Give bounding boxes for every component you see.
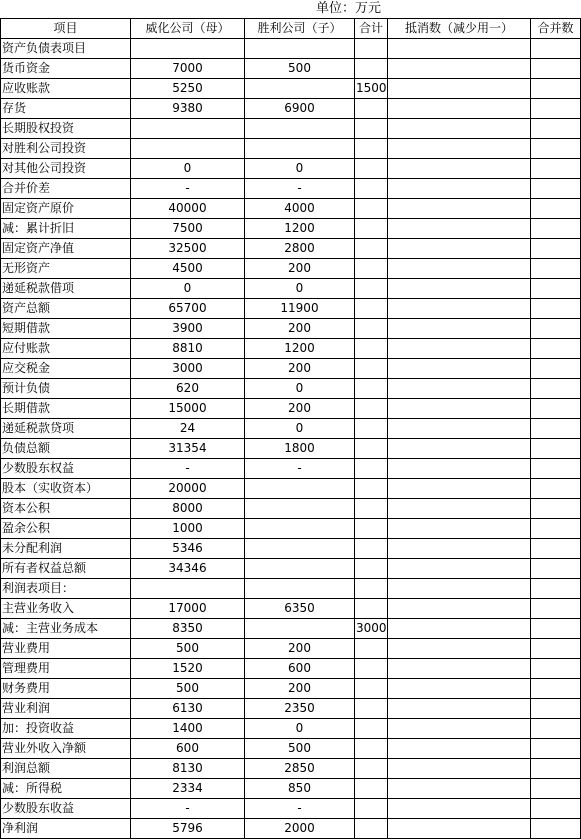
elimination-cell [388,379,531,399]
subsidiary-value-cell: 600 [245,659,355,679]
parent-value-cell [131,139,245,159]
consolidated-cell [531,79,581,99]
subsidiary-value-cell: 200 [245,679,355,699]
total-cell [355,119,388,139]
consolidated-cell [531,379,581,399]
subsidiary-value-cell: 500 [245,739,355,759]
elimination-cell [388,479,531,499]
header-item: 项目 [1,19,131,39]
table-row [1,139,581,159]
total-cell: 1500 [355,79,388,99]
elimination-cell [388,599,531,619]
item-cell: 对胜利公司投资 [1,139,131,159]
table-row [1,539,581,559]
elimination-cell [388,99,531,119]
subsidiary-value-cell: - [245,179,355,199]
item-cell: 加：投资收益 [1,719,131,739]
table-row [1,259,581,279]
total-cell [355,799,388,819]
table-row [1,299,581,319]
subsidiary-value-cell: 1800 [245,439,355,459]
table-row [1,799,581,819]
table-body [1,39,581,839]
subsidiary-value-cell [245,619,355,639]
total-cell [355,299,388,319]
item-cell: 货币资金 [1,59,131,79]
item-cell: 减：所得税 [1,779,131,799]
table-row [1,219,581,239]
parent-value-cell: 31354 [131,439,245,459]
parent-value-cell: 8000 [131,499,245,519]
table-row [1,599,581,619]
elimination-cell [388,359,531,379]
elimination-cell [388,439,531,459]
consolidated-cell [531,459,581,479]
item-cell: 主营业务收入 [1,599,131,619]
table-row [1,459,581,479]
item-cell: 利润总额 [1,759,131,779]
subsidiary-value-cell: 6900 [245,99,355,119]
parent-value-cell: 9380 [131,99,245,119]
item-cell: 递延税款贷项 [1,419,131,439]
elimination-cell [388,319,531,339]
parent-value-cell: 2334 [131,779,245,799]
subsidiary-value-cell: 200 [245,259,355,279]
consolidated-cell [531,399,581,419]
subsidiary-value-cell: 0 [245,159,355,179]
subsidiary-value-cell [245,479,355,499]
item-cell: 盈余公积 [1,519,131,539]
parent-value-cell: 8810 [131,339,245,359]
parent-value-cell: 34346 [131,559,245,579]
parent-value-cell: 20000 [131,479,245,499]
header-total: 合计 [355,19,388,39]
consolidated-cell [531,559,581,579]
item-cell: 固定资产净值 [1,239,131,259]
table-row [1,119,581,139]
table-row [1,419,581,439]
elimination-cell [388,539,531,559]
subsidiary-value-cell [245,139,355,159]
consolidated-cell [531,599,581,619]
parent-value-cell: 5250 [131,79,245,99]
subsidiary-value-cell [245,539,355,559]
consolidated-cell [531,119,581,139]
item-cell: 管理费用 [1,659,131,679]
header-row [1,19,581,39]
table-row [1,99,581,119]
total-cell [355,519,388,539]
elimination-cell [388,279,531,299]
consolidated-cell [531,319,581,339]
total-cell [355,479,388,499]
subsidiary-value-cell: 200 [245,639,355,659]
table-row [1,39,581,59]
table-row [1,399,581,419]
total-cell [355,639,388,659]
parent-value-cell: 15000 [131,399,245,419]
table-row [1,579,581,599]
elimination-cell [388,159,531,179]
total-cell [355,679,388,699]
item-cell: 未分配利润 [1,539,131,559]
parent-value-cell: 7500 [131,219,245,239]
total-cell [355,159,388,179]
consolidated-cell [531,99,581,119]
consolidated-cell [531,59,581,79]
subsidiary-value-cell: 0 [245,279,355,299]
subsidiary-value-cell: 1200 [245,339,355,359]
total-cell [355,539,388,559]
consolidated-cell [531,499,581,519]
consolidated-cell [531,39,581,59]
consolidated-cell [531,199,581,219]
table-row [1,659,581,679]
consolidated-cell [531,619,581,639]
item-cell: 预计负债 [1,379,131,399]
total-cell [355,739,388,759]
table-row [1,279,581,299]
consolidated-cell [531,739,581,759]
total-cell [355,239,388,259]
consolidated-cell [531,819,581,839]
consolidated-cell [531,159,581,179]
header-consolidated: 合并数 [531,19,581,39]
total-cell [355,139,388,159]
subsidiary-value-cell [245,579,355,599]
table-row [1,479,581,499]
total-cell [355,199,388,219]
item-cell: 长期借款 [1,399,131,419]
table-row [1,59,581,79]
table-row [1,439,581,459]
table-row [1,759,581,779]
consolidated-cell [531,539,581,559]
table-row [1,619,581,639]
elimination-cell [388,499,531,519]
subsidiary-value-cell: 2350 [245,699,355,719]
subsidiary-value-cell: 6350 [245,599,355,619]
subsidiary-value-cell: 2800 [245,239,355,259]
consolidated-cell [531,679,581,699]
consolidated-cell [531,299,581,319]
item-cell: 资产负债表项目 [1,39,131,59]
consolidated-cell [531,239,581,259]
elimination-cell [388,39,531,59]
subsidiary-value-cell: - [245,459,355,479]
total-cell [355,59,388,79]
elimination-cell [388,419,531,439]
consolidated-cell [531,339,581,359]
item-cell: 短期借款 [1,319,131,339]
subsidiary-value-cell: 4000 [245,199,355,219]
item-cell: 资本公积 [1,499,131,519]
total-cell [355,259,388,279]
item-cell: 减：累计折旧 [1,219,131,239]
item-cell: 无形资产 [1,259,131,279]
item-cell: 少数股东收益 [1,799,131,819]
elimination-cell [388,459,531,479]
total-cell [355,339,388,359]
parent-value-cell [131,579,245,599]
parent-value-cell: 1520 [131,659,245,679]
unit-label: 单位：万元 [316,1,382,16]
total-cell [355,419,388,439]
consolidated-cell [531,359,581,379]
subsidiary-value-cell [245,39,355,59]
total-cell [355,99,388,119]
consolidated-cell [531,259,581,279]
total-cell [355,819,388,839]
elimination-cell [388,199,531,219]
subsidiary-value-cell [245,559,355,579]
consolidated-cell [531,639,581,659]
parent-value-cell: 0 [131,279,245,299]
total-cell [355,759,388,779]
subsidiary-value-cell: 1200 [245,219,355,239]
subsidiary-value-cell [245,79,355,99]
elimination-cell [388,739,531,759]
table-row [1,239,581,259]
table-row [1,719,581,739]
item-cell: 固定资产原价 [1,199,131,219]
table-row [1,639,581,659]
elimination-cell [388,119,531,139]
parent-value-cell: 8350 [131,619,245,639]
parent-value-cell: 32500 [131,239,245,259]
parent-value-cell: 1400 [131,719,245,739]
elimination-cell [388,579,531,599]
elimination-cell [388,299,531,319]
parent-value-cell: 24 [131,419,245,439]
item-cell: 资产总额 [1,299,131,319]
consolidated-cell [531,219,581,239]
parent-value-cell: 3900 [131,319,245,339]
parent-value-cell [131,119,245,139]
parent-value-cell: 1000 [131,519,245,539]
parent-value-cell: 3000 [131,359,245,379]
elimination-cell [388,219,531,239]
total-cell: 3000 [355,619,388,639]
subsidiary-value-cell: 2850 [245,759,355,779]
consolidated-cell [531,759,581,779]
total-cell [355,599,388,619]
consolidated-cell [531,699,581,719]
total-cell [355,559,388,579]
subsidiary-value-cell: 200 [245,319,355,339]
parent-value-cell: 4500 [131,259,245,279]
table-row [1,699,581,719]
total-cell [355,779,388,799]
table-row [1,199,581,219]
consolidation-worksheet-table [0,18,581,839]
parent-value-cell: - [131,179,245,199]
consolidated-cell [531,439,581,459]
consolidated-cell [531,659,581,679]
consolidated-cell [531,799,581,819]
total-cell [355,319,388,339]
subsidiary-value-cell: 2000 [245,819,355,839]
consolidated-cell [531,479,581,499]
table-row [1,179,581,199]
item-cell: 应收账款 [1,79,131,99]
subsidiary-value-cell: 0 [245,379,355,399]
total-cell [355,699,388,719]
elimination-cell [388,679,531,699]
elimination-cell [388,619,531,639]
parent-value-cell: 17000 [131,599,245,619]
elimination-cell [388,799,531,819]
item-cell: 利润表项目： [1,579,131,599]
elimination-cell [388,699,531,719]
consolidated-cell [531,419,581,439]
subsidiary-value-cell [245,119,355,139]
total-cell [355,279,388,299]
elimination-cell [388,819,531,839]
subsidiary-value-cell: 0 [245,719,355,739]
subsidiary-value-cell [245,519,355,539]
table-row [1,319,581,339]
total-cell [355,219,388,239]
elimination-cell [388,759,531,779]
total-cell [355,399,388,419]
parent-value-cell: 600 [131,739,245,759]
subsidiary-value-cell: 200 [245,399,355,419]
parent-value-cell: 500 [131,679,245,699]
item-cell: 财务费用 [1,679,131,699]
item-cell: 所有者权益总额 [1,559,131,579]
parent-value-cell [131,39,245,59]
item-cell: 应付账款 [1,339,131,359]
table-row [1,559,581,579]
parent-value-cell: 6130 [131,699,245,719]
elimination-cell [388,179,531,199]
elimination-cell [388,399,531,419]
header-subsidiary-company: 胜利公司（子） [245,19,355,39]
total-cell [355,499,388,519]
elimination-cell [388,519,531,539]
consolidated-cell [531,139,581,159]
elimination-cell [388,59,531,79]
total-cell [355,659,388,679]
elimination-cell [388,779,531,799]
elimination-cell [388,339,531,359]
item-cell: 营业外收入净额 [1,739,131,759]
elimination-cell [388,79,531,99]
item-cell: 长期股权投资 [1,119,131,139]
item-cell: 递延税款借项 [1,279,131,299]
subsidiary-value-cell [245,499,355,519]
total-cell [355,39,388,59]
total-cell [355,459,388,479]
header-parent-company: 威化公司（母） [131,19,245,39]
table-row [1,499,581,519]
table-row [1,779,581,799]
header-eliminations: 抵消数（减少用一） [388,19,531,39]
item-cell: 净利润 [1,819,131,839]
table-row [1,339,581,359]
parent-value-cell: 65700 [131,299,245,319]
item-cell: 少数股东权益 [1,459,131,479]
total-cell [355,439,388,459]
consolidated-cell [531,279,581,299]
subsidiary-value-cell: - [245,799,355,819]
subsidiary-value-cell: 200 [245,359,355,379]
table-row [1,359,581,379]
total-cell [355,379,388,399]
parent-value-cell: 5796 [131,819,245,839]
total-cell [355,359,388,379]
elimination-cell [388,559,531,579]
parent-value-cell: 500 [131,639,245,659]
elimination-cell [388,639,531,659]
elimination-cell [388,659,531,679]
table-row [1,739,581,759]
unit-label-bar [0,0,581,18]
elimination-cell [388,719,531,739]
item-cell: 对其他公司投资 [1,159,131,179]
subsidiary-value-cell: 0 [245,419,355,439]
item-cell: 存货 [1,99,131,119]
item-cell: 应交税金 [1,359,131,379]
parent-value-cell: 620 [131,379,245,399]
parent-value-cell: 0 [131,159,245,179]
parent-value-cell: 8130 [131,759,245,779]
elimination-cell [388,239,531,259]
parent-value-cell: - [131,459,245,479]
consolidated-cell [531,779,581,799]
consolidated-cell [531,519,581,539]
consolidated-cell [531,719,581,739]
table-row [1,819,581,839]
table-row [1,679,581,699]
item-cell: 营业利润 [1,699,131,719]
parent-value-cell: - [131,799,245,819]
subsidiary-value-cell: 11900 [245,299,355,319]
elimination-cell [388,139,531,159]
elimination-cell [388,259,531,279]
total-cell [355,719,388,739]
parent-value-cell: 40000 [131,199,245,219]
item-cell: 减：主营业务成本 [1,619,131,639]
consolidated-cell [531,179,581,199]
item-cell: 合并价差 [1,179,131,199]
table-row [1,379,581,399]
table-row [1,79,581,99]
table-row [1,519,581,539]
total-cell [355,579,388,599]
item-cell: 营业费用 [1,639,131,659]
subsidiary-value-cell: 850 [245,779,355,799]
subsidiary-value-cell: 500 [245,59,355,79]
consolidated-cell [531,579,581,599]
item-cell: 负债总额 [1,439,131,459]
total-cell [355,179,388,199]
table-row [1,159,581,179]
item-cell: 股本（实收资本） [1,479,131,499]
parent-value-cell: 5346 [131,539,245,559]
parent-value-cell: 7000 [131,59,245,79]
